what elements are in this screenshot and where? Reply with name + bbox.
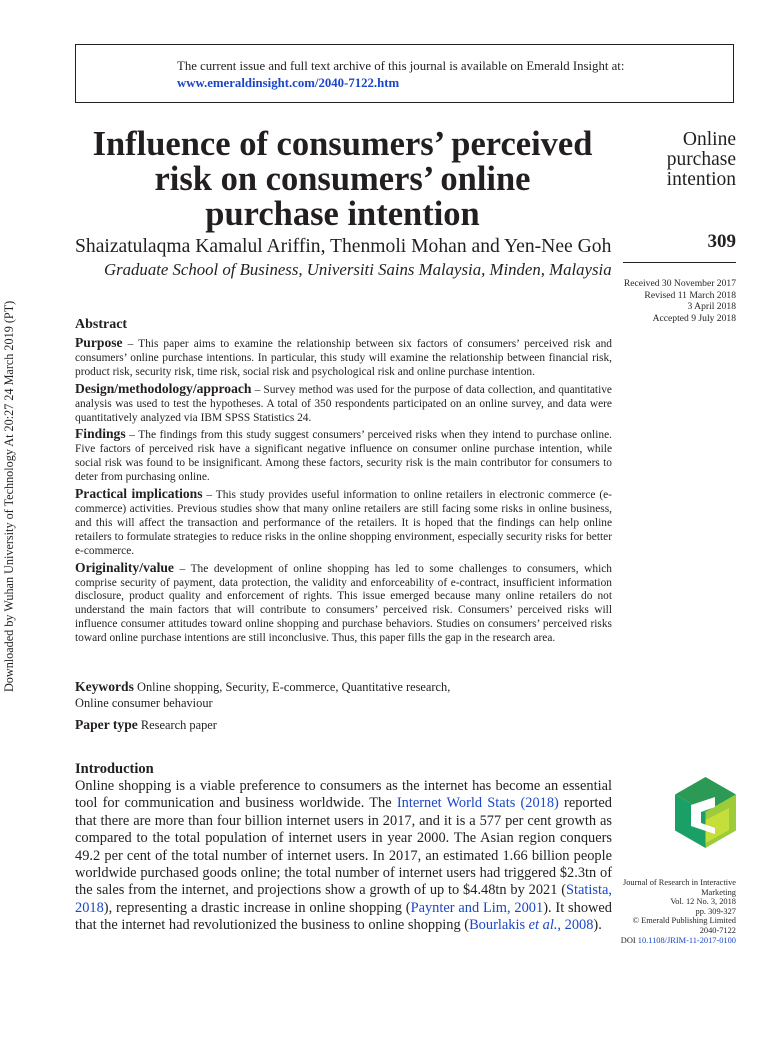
journal-line: Journal of Research in Interactive	[622, 878, 736, 887]
section-text: – The development of online shopping has led to some challenges to consumers, which comprise security of payment, data protection, the validity and enforceability of e-contract, insufficient information disclosure, product quality and enforcement of rights. This issue emerged because many online retailers do not understand the main factors that will contribute to consumers’ perceived risk. Consumers’ perceived risks will influence consumer attitudes toward online shopping and purchase behaviors. Studies on consumers’ perceived risks toward online purchase intentions are still inconclusive. Thus, this paper fills the gap in the research area.	[75, 562, 612, 645]
history-date: Accepted 9 July 2018	[652, 312, 736, 324]
citation-link[interactable]: Paynter and Lim, 2001	[410, 899, 544, 916]
section-label: Design/methodology/approach	[75, 380, 252, 396]
citation-author: Bourlakis	[469, 917, 529, 934]
journal-line: Marketing	[701, 887, 736, 897]
doi-line	[621, 936, 736, 946]
running-head-line: purchase	[666, 149, 736, 170]
download-notice	[2, 40, 16, 700]
history-date: 3 April 2018	[687, 301, 736, 312]
journal-line: © Emerald Publishing Limited	[632, 916, 736, 926]
intro-text: ). It showed that the internet had revolutionized the business to online shopping (	[75, 899, 613, 934]
journal-line: 2040-7122	[699, 925, 736, 935]
section-text: – This study provides useful information to online retailers in electronic commerce (e-commerce) activities. Previous studies show that many online retailers are still facing some risks in online business, and this will affect the transaction and performance of the retailers. It is hoped that the findings can help online retailers to formulate strategies to reduce risks in the online shopping environment, especially security risks for better e-commerce.	[75, 489, 612, 557]
article-history	[624, 278, 736, 324]
paper-type-text: Research paper	[137, 718, 217, 732]
title-line: Influence of consumers’ perceived	[92, 125, 593, 163]
section-text: – The findings from this study suggest consumers’ perceived risks when they intend to purchase online. Five factors of perceived risk have a significant negative influence on consumer online purchase intention, while social risk was found to be insignificant. Among these factors, security risk is the main contributor for consumers to deter from purchasing online.	[75, 429, 612, 484]
download-notice-text: Downloaded by Wuhan University of Technology At 20:27 24 March 2019 (PT)	[2, 300, 16, 692]
archive-link[interactable]: www.emeraldinsight.com/2040-7122.htm	[177, 76, 400, 90]
article-title	[75, 127, 610, 232]
citation-link[interactable]: Internet World Stats (2018)	[396, 795, 559, 812]
keywords	[75, 679, 612, 711]
doi-label: DOI	[620, 935, 638, 945]
affiliation: Graduate School of Business, Universiti Sains Malaysia, Minden, Malaysia	[104, 260, 612, 279]
title-line: purchase intention	[205, 195, 480, 233]
intro-text: Online shopping is a viable preference to consumers as the internet has become an essential tool for communication and business worldwide. The	[75, 778, 612, 812]
journal-line: Vol. 12 No. 3, 2018	[670, 897, 736, 907]
section-label: Practical implications	[75, 486, 203, 502]
abstract-findings	[75, 427, 612, 485]
section-label: Findings	[75, 426, 126, 442]
abstract-implications	[75, 487, 612, 559]
intro-text: ).	[593, 917, 602, 934]
journal-info	[621, 878, 736, 945]
abstract-originality	[75, 561, 612, 646]
keywords-text-2: Online consumer behaviour	[75, 696, 213, 710]
abstract	[75, 316, 612, 648]
archive-notice-text: The current issue and full text archive of this journal is available on Emerald Insight at:	[177, 59, 625, 73]
abstract-design	[75, 382, 612, 426]
paper-type	[75, 717, 217, 733]
citation-etal: et al.	[528, 917, 558, 934]
margin-divider	[623, 262, 736, 263]
doi-link[interactable]: 10.1108/JRIM-11-2017-0100	[637, 935, 736, 945]
intro-text: reported that there are more than four billion internet users in 2017, and it is a 577 per cent growth as compared to the total population of internet users in year 2000. The Asian region conquers 49.2 per cent of the total number of internet users. In 2017, an estimated 1.66 billion people worldwide purchased goods online; the total number of internet users had triggered $2.3tn of the sales from the internet, and projections show a growth of up to $4.48tn by 2021 (	[75, 795, 612, 899]
citation-link[interactable]	[469, 917, 593, 933]
abstract-purpose	[75, 336, 612, 380]
running-head	[667, 130, 736, 190]
keywords-label: Keywords	[75, 679, 134, 694]
crossmark-logo-icon[interactable]	[675, 777, 736, 848]
citation-year: , 2008	[557, 917, 594, 934]
introduction-heading: Introduction	[75, 761, 154, 777]
archive-notice	[177, 58, 624, 92]
archive-notice-box	[75, 44, 734, 103]
citation-link[interactable]: Statista, 2018	[75, 882, 612, 916]
history-date: Revised 11 March 2018	[644, 289, 736, 301]
section-text: – This paper aims to examine the relationship between six factors of consumers’ perceived risk and consumers’ online purchase intentions. In particular, this study will examine the relationship between financial risk, product risk, security risk, time risk, social risk and psychological risk and online purchase intention.	[75, 338, 612, 378]
keywords-line	[75, 679, 612, 695]
abstract-heading: Abstract	[75, 317, 128, 332]
history-date: Received 30 November 2017	[623, 278, 736, 289]
intro-text: ), representing a drastic increase in online shopping (	[103, 899, 411, 916]
page-number: 309	[707, 231, 736, 252]
paper-type-label: Paper type	[75, 717, 138, 732]
keywords-text: Online shopping, Security, E-commerce, Quantitative research,	[133, 680, 451, 694]
section-text: – Survey method was used for the purpose of data collection, and quantitative analysis was used to test the hypotheses. A total of 350 respondents participated on an online survey, and data were quantitatively analyzed via IBM SPSS Statistics 24.	[75, 383, 612, 424]
running-head-line: intention	[666, 169, 736, 190]
journal-line: pp. 309-327	[695, 906, 736, 916]
running-head-line: Online	[682, 129, 736, 150]
introduction	[75, 761, 612, 935]
section-label: Purpose	[75, 335, 123, 350]
title-line: risk on consumers’ online	[154, 160, 531, 198]
section-label: Originality/value	[75, 559, 174, 575]
introduction-paragraph	[75, 778, 612, 935]
authors: Shaizatulaqma Kamalul Ariffin, Thenmoli Mohan and Yen-Nee Goh	[75, 236, 612, 257]
